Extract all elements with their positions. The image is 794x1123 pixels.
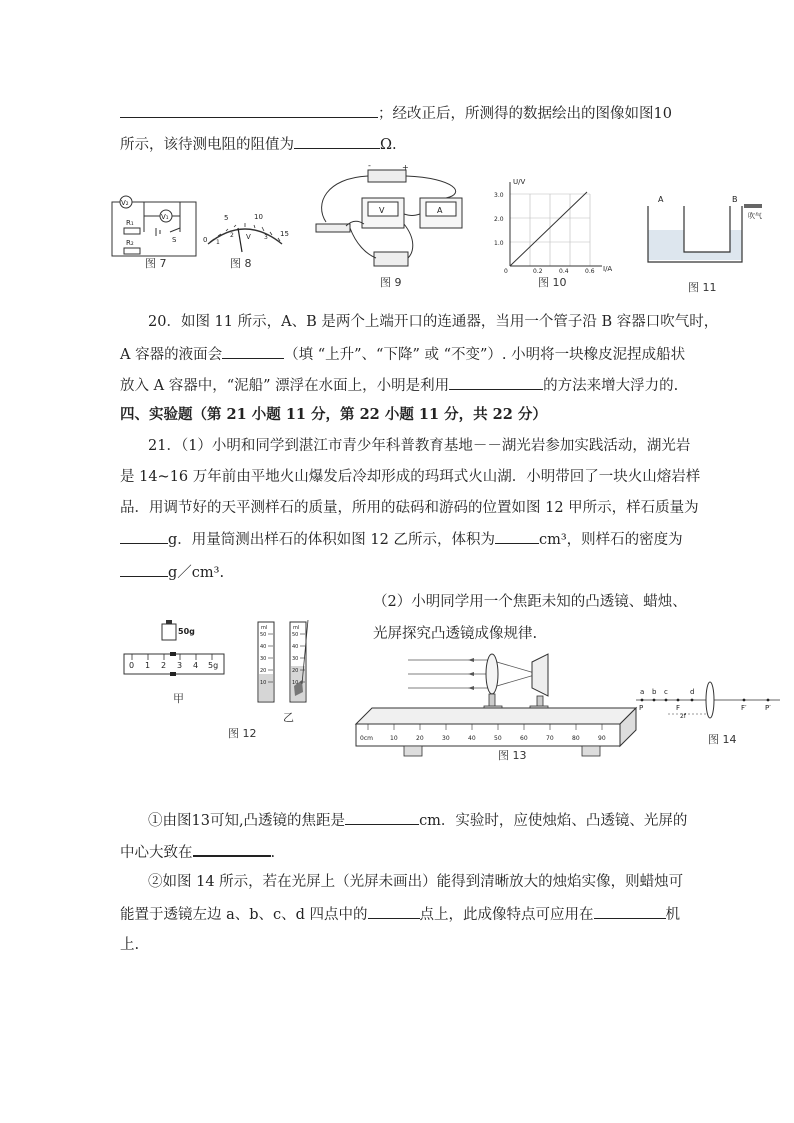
q19-line1-text: ；经改正后，所测得的数据绘出的图像如图10 — [378, 106, 672, 122]
fig13-caption: 图 13 — [498, 749, 527, 762]
fig14-f2: F′ — [741, 704, 747, 712]
fig14-p: P — [639, 704, 644, 712]
q21-item1-d: . — [270, 845, 276, 861]
fig11-caption: 图 11 — [688, 281, 717, 294]
fig11-a: A — [658, 195, 664, 204]
fig8-tick-10: 10 — [254, 213, 263, 221]
bench-tick-0: 0cm — [360, 735, 373, 742]
q21-line5-text: g／cm³. — [168, 565, 225, 581]
fig14-c: c — [664, 688, 668, 696]
fig9-caption: 图 9 — [380, 276, 402, 289]
fig14-d: d — [690, 688, 695, 696]
scale-tick-4: 4 — [193, 661, 199, 670]
bench-tick-70: 70 — [546, 735, 554, 742]
figure-11-vessels — [640, 190, 770, 276]
q21-line1: 21．（1）小明和同学到湛江市青少年科普教育基地－－湖光岩参加实践活动，湖光岩 — [148, 438, 691, 454]
q21-item2-c: 点上，此成像特点可应用在 — [419, 907, 594, 923]
fig14-p2: P′ — [765, 704, 771, 712]
cyl2-tick-50: 50 — [292, 632, 299, 638]
answer-blank[interactable] — [495, 529, 539, 544]
q21-line4 — [120, 529, 683, 550]
q21-item2-line1: ②如图 14 所示，若在光屏上（光屏未画出）能得到清晰放大的烛焰实像，则蜡烛可 — [148, 874, 684, 890]
jia-label: 甲 — [173, 692, 184, 705]
q21-item1-line2 — [120, 841, 275, 863]
fig8-tick-0: 0 — [203, 236, 208, 244]
cyl2-tick-10: 10 — [292, 680, 299, 686]
fig9-a: A — [437, 206, 443, 215]
q21-item1-b: cm．实验时，应使烛焰、凸透镜、光屏的 — [419, 813, 688, 829]
cyl-unit-2: ml — [293, 625, 300, 631]
fig10-y3: 3.0 — [494, 192, 504, 199]
fig10-y2: 2.0 — [494, 216, 504, 223]
fig9-minus: - — [368, 164, 371, 170]
fig10-x1: 0.2 — [533, 268, 543, 274]
cyl-tick-30: 30 — [260, 656, 267, 662]
q21-item1-line1 — [148, 810, 687, 831]
ohm-unit: Ω. — [380, 137, 397, 153]
answer-blank[interactable] — [120, 529, 168, 544]
answer-blank[interactable] — [345, 810, 419, 825]
figure-13-optical-bench — [352, 650, 645, 760]
fig10-y-axis: U/V — [513, 178, 526, 186]
fig8-s3: 3 — [264, 234, 268, 241]
q21-item2-d: 机 — [665, 907, 681, 923]
fig10-x3: 0.6 — [585, 268, 595, 274]
q21-line4-a: g．用量筒测出样石的体积如图 12 乙所示，体积为 — [168, 532, 495, 548]
fig7-r1: R₁ — [126, 219, 134, 227]
fig10-x0: 0 — [504, 268, 508, 274]
q21-item2-line3: 上. — [120, 937, 140, 953]
fig10-y1: 1.0 — [494, 240, 504, 247]
figure-12-balance — [120, 614, 230, 694]
cyl-tick-40: 40 — [260, 644, 267, 650]
fig7-s: S — [172, 236, 177, 244]
q21-part2-line2: 光屏探究凸透镜成像规律. — [373, 626, 538, 642]
figure-8-voltmeter — [200, 206, 290, 256]
bench-tick-10: 10 — [390, 735, 398, 742]
answer-blank[interactable] — [368, 904, 420, 919]
scale-tick-2: 2 — [161, 661, 167, 670]
q20-line2-b: （填 “上升”、“下降” 或 “不变”）. 小明将一块橡皮泥捏成船状 — [284, 347, 686, 363]
yi-label: 乙 — [283, 711, 294, 724]
bench-tick-50: 50 — [494, 735, 502, 742]
q20-line3-a: 放入 A 容器中，“泥船” 漂浮在水面上，小明是利用 — [120, 378, 450, 394]
q21-line5 — [120, 562, 224, 583]
fig10-caption: 图 10 — [538, 276, 567, 289]
figure-12-cylinders — [250, 618, 320, 710]
fig11-b: B — [732, 195, 738, 204]
answer-blank[interactable] — [449, 375, 543, 390]
answer-blank[interactable] — [294, 134, 380, 149]
answer-blank[interactable] — [120, 103, 378, 118]
q20-line2 — [120, 344, 685, 365]
bench-tick-40: 40 — [468, 735, 476, 742]
section-4-title: 四、实验题（第 21 小题 11 分，第 22 小题 11 分，共 22 分） — [120, 406, 547, 423]
bench-tick-60: 60 — [520, 735, 528, 742]
figure-14-lens-diagram — [634, 678, 784, 732]
cyl2-tick-40: 40 — [292, 644, 299, 650]
q21-item2-line2 — [120, 904, 680, 925]
q21-line3: 品．用调节好的天平测样石的质量，所用的砝码和游码的位置如图 12 甲所示，样石质量为 — [120, 500, 699, 516]
answer-blank[interactable] — [594, 904, 666, 919]
figure-10-graph — [490, 174, 620, 274]
bench-tick-30: 30 — [442, 735, 450, 742]
fig8-s2: 2 — [230, 232, 234, 239]
q21-item2-b: 能置于透镜左边 a、b、c、d 四点中的 — [120, 907, 368, 923]
fig14-f: F — [676, 704, 681, 712]
cyl-tick-10: 10 — [260, 680, 267, 686]
fig14-caption: 图 14 — [708, 733, 737, 746]
q21-item1-a: ①由图13可知,凸透镜的焦距是 — [148, 813, 346, 829]
q20-line2-a: A 容器的液面会 — [120, 347, 223, 363]
figure-7-circuit — [108, 192, 200, 262]
cyl2-tick-30: 30 — [292, 656, 299, 662]
scale-tick-1: 1 — [145, 661, 151, 670]
q21-item1-c: 中心大致在 — [120, 845, 193, 861]
q21-line2: 是 14~16 万年前由平地火山爆发后冷却形成的玛珥式火山湖．小明带回了一块火山熔岩样 — [120, 469, 701, 485]
answer-blank[interactable] — [193, 841, 271, 857]
fig11-blow: 吹气 — [748, 212, 762, 220]
bench-tick-90: 90 — [598, 735, 606, 742]
scale-tick-0: 0 — [129, 661, 135, 670]
bench-tick-80: 80 — [572, 735, 580, 742]
fig7-v2: V₂ — [121, 199, 129, 207]
fig8-unit: V — [246, 233, 251, 241]
fig8-tick-5: 5 — [224, 214, 229, 222]
fig8-tick-15: 15 — [280, 230, 289, 238]
fig7-caption: 图 7 — [145, 257, 167, 270]
q20-line1: 20．如图 11 所示，A、B 是两个上端开口的连通器，当用一个管子沿 B 容器口吹气时， — [148, 314, 719, 330]
answer-blank[interactable] — [222, 344, 284, 359]
cyl-unit: ml — [261, 625, 268, 631]
fig14-a: a — [640, 688, 645, 696]
cyl-tick-20: 20 — [260, 668, 267, 674]
cyl2-tick-20: 20 — [292, 668, 299, 674]
scale-tick-5: 5g — [208, 661, 219, 670]
q19-line2 — [120, 134, 397, 155]
bench-tick-20: 20 — [416, 735, 424, 742]
q19-line2-text: 所示，该待测电阻的阻值为 — [120, 137, 294, 153]
q20-line3-b: 的方法来增大浮力的. — [543, 378, 679, 394]
q21-line4-b: cm³，则样石的密度为 — [538, 532, 683, 548]
q19-line1 — [120, 103, 672, 124]
fig12-caption: 图 12 — [228, 727, 257, 740]
figure-9-apparatus — [306, 164, 476, 274]
fig7-r2: R₂ — [126, 239, 134, 247]
answer-blank[interactable] — [120, 562, 168, 577]
q20-line3 — [120, 375, 678, 396]
fig7-v1: V₁ — [161, 213, 169, 221]
fig8-caption: 图 8 — [230, 257, 252, 270]
fig14-b: b — [652, 688, 657, 696]
cyl-tick-50: 50 — [260, 632, 267, 638]
fig9-v: V — [379, 206, 385, 215]
scale-tick-3: 3 — [177, 661, 183, 670]
q21-part2-line1: （2）小明同学用一个焦距未知的凸透镜、蜡烛、 — [373, 594, 687, 610]
fig10-x2: 0.4 — [559, 268, 569, 274]
fig10-x-axis: I/A — [603, 265, 613, 273]
fig8-s1: 1 — [216, 239, 220, 246]
fig14-2f: 2f — [680, 713, 686, 720]
weight-label: 50g — [178, 627, 195, 636]
fig9-plus: + — [402, 164, 409, 172]
